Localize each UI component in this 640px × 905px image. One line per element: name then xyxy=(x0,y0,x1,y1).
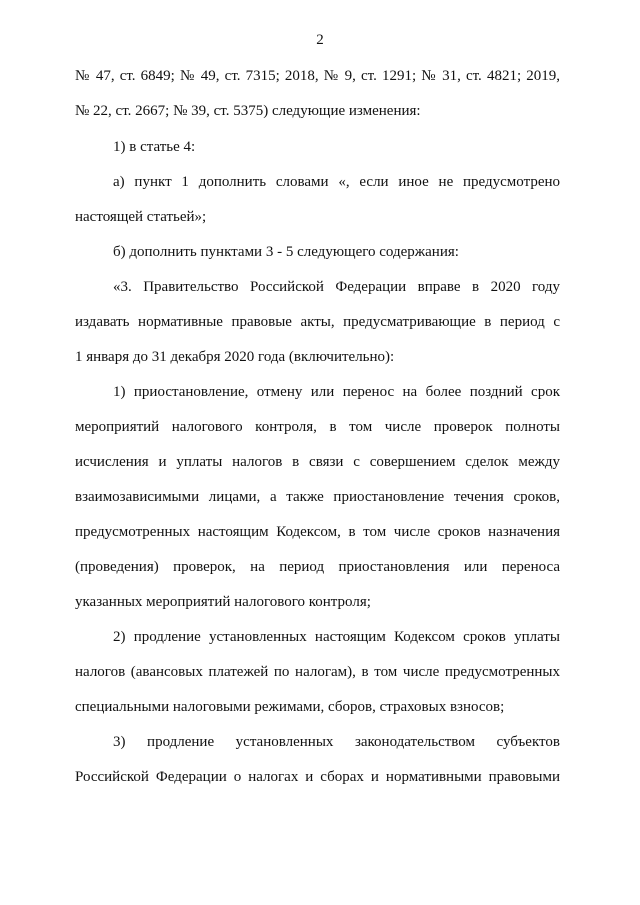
text-line: специальными налоговыми режимами, сборов, страховых взносов; xyxy=(75,699,505,715)
text-line: 1) приостановление, отмену или перенос на более поздний срок xyxy=(113,384,560,400)
text-line: б) дополнить пунктами 3 - 5 следующего содержания: xyxy=(113,244,459,260)
text-line: настоящей статьей»; xyxy=(75,209,207,225)
text-line: налогов (авансовых платежей по налогам), в том числе предусмотренных xyxy=(75,664,560,680)
text-line: мероприятий налогового контроля, в том числе проверок полноты xyxy=(75,419,560,435)
text-line: указанных мероприятий налогового контроля; xyxy=(75,594,371,610)
text-line: взаимозависимыми лицами, а также приостановление течения сроков, xyxy=(75,489,560,505)
text-line: (проведения) проверок, на период приостановления или переноса xyxy=(75,559,560,575)
text-line: предусмотренных настоящим Кодексом, в том числе сроков назначения xyxy=(75,524,560,540)
text-line: 1) в статье 4: xyxy=(113,139,196,155)
text-line: № 22, ст. 2667; № 39, ст. 5375) следующие изменения: xyxy=(75,103,421,119)
text-line: «3. Правительство Российской Федерации вправе в 2020 году xyxy=(113,279,560,295)
text-line: 3) продление установленных законодательством субъектов xyxy=(113,734,560,750)
text-line: № 47, ст. 6849; № 49, ст. 7315; 2018, № 9, ст. 1291; № 31, ст. 4821; 2019, xyxy=(75,68,560,84)
text-line: 2) продление установленных настоящим Кодексом сроков уплаты xyxy=(113,629,560,645)
page-number: 2 xyxy=(316,32,324,48)
text-line: издавать нормативные правовые акты, предусматривающие в период с xyxy=(75,314,560,330)
text-line: Российской Федерации о налогах и сборах и нормативными правовыми xyxy=(75,769,560,785)
text-line: 1 января до 31 декабря 2020 года (включительно): xyxy=(75,349,395,365)
text-line: исчисления и уплаты налогов в связи с совершением сделок между xyxy=(75,454,560,470)
text-line: а) пункт 1 дополнить словами «, если иное не предусмотрено xyxy=(113,174,560,190)
